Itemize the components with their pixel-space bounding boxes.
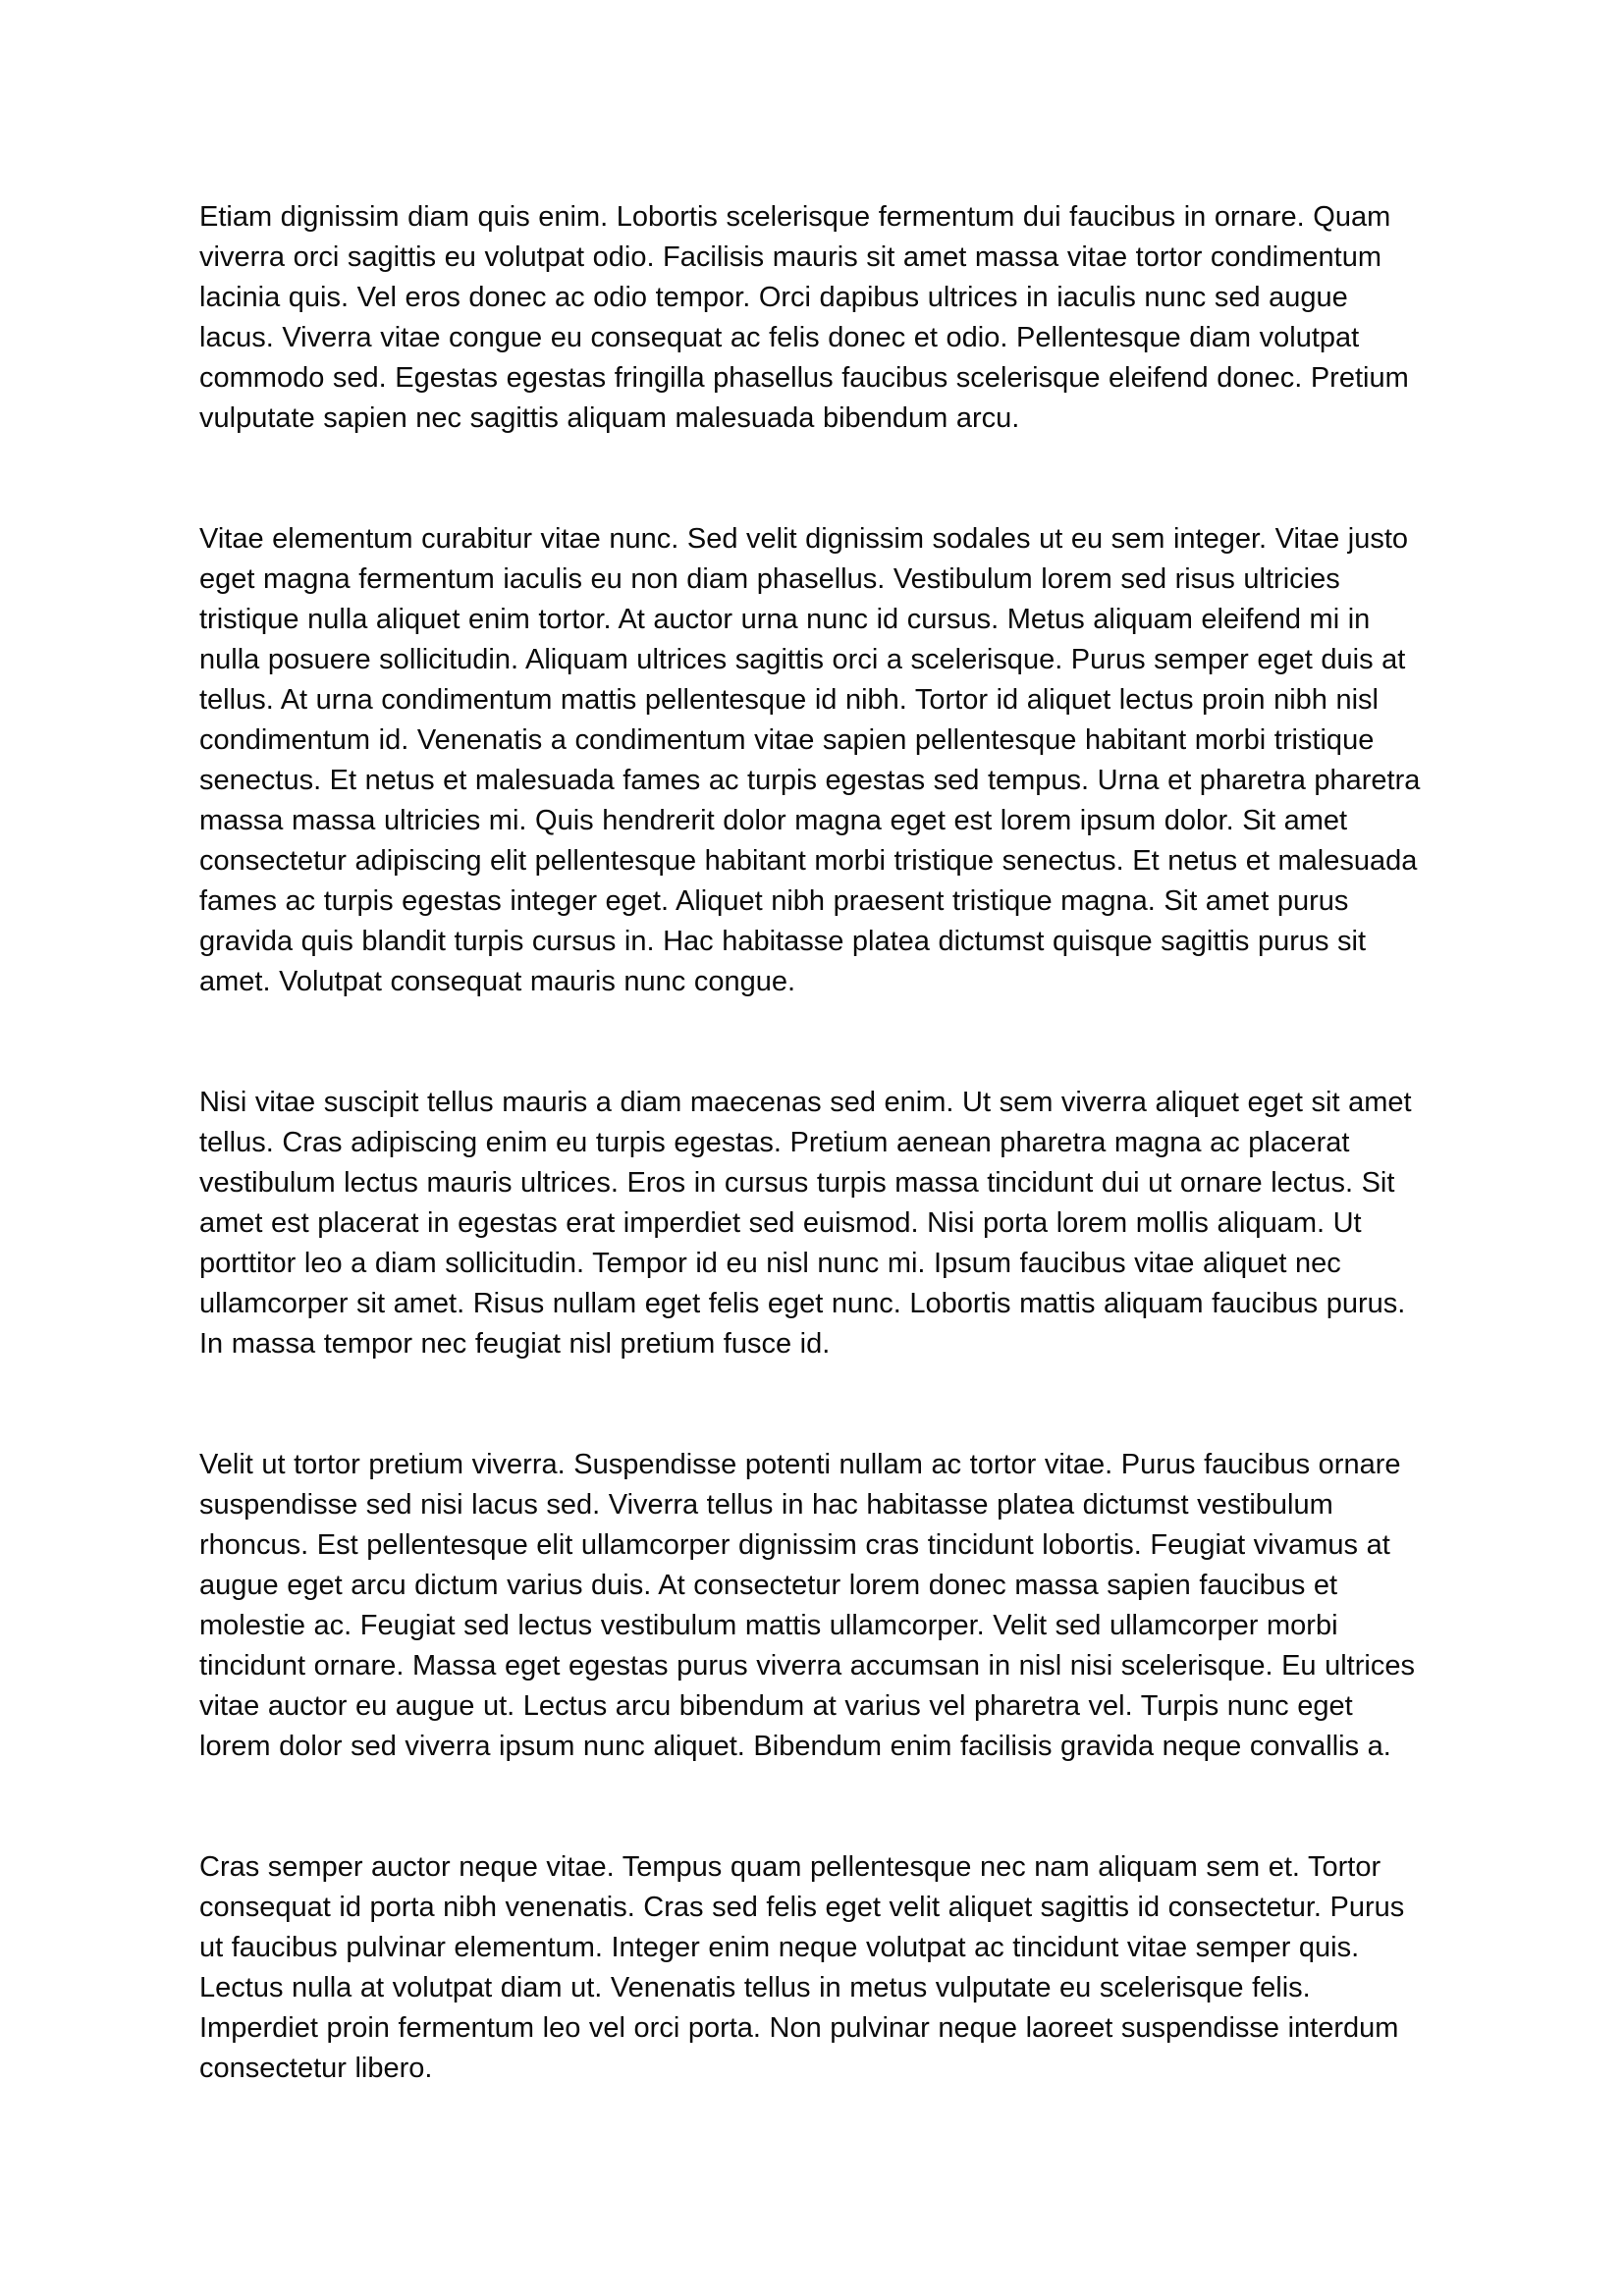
paragraph-1: Etiam dignissim diam quis enim. Lobortis scelerisque fermentum dui faucibus in ornare. Quam viverra orci sagittis eu volutpat odio. Facilisis mauris sit amet massa vitae tortor condimentum lacinia quis. Vel eros donec ac odio tempor. Orci dapibus ultrices in iaculis nunc sed augue lacus. Viverra vitae congue eu consequat ac felis donec et odio. Pellentesque diam volutpat commodo sed. Egestas egestas fringilla phasellus faucibus scelerisque eleifend donec. Pretium vulputate sapien nec sagittis aliquam malesuada bibendum arcu. — [199, 201, 1409, 434]
paragraph-5: Cras semper auctor neque vitae. Tempus quam pellentesque nec nam aliquam sem et. Tortor consequat id porta nibh venenatis. Cras sed felis eget velit aliquet sagittis id consectetur. Purus ut faucibus pulvinar elementum. Integer enim neque volutpat ac tincidunt vitae semper quis. Lectus nulla at volutpat diam ut. Venenatis tellus in metus vulputate eu scelerisque felis. Imperdiet proin fermentum leo vel orci porta. Non pulvinar neque laoreet suspendisse interdum consectetur libero. — [199, 1851, 1405, 2084]
paragraph-2: Vitae elementum curabitur vitae nunc. Sed velit dignissim sodales ut eu sem integer. Vitae justo eget magna fermentum iaculis eu non diam phasellus. Vestibulum lorem sed risus ultricies tristique nulla aliquet enim tortor. At auctor urna nunc id cursus. Metus aliquam eleifend mi in nulla posuere sollicitudin. Aliquam ultrices sagittis orci a scelerisque. Purus semper eget duis at tellus. At urna condimentum mattis pellentesque id nibh. Tortor id aliquet lectus proin nibh nisl condimentum id. Venenatis a condimentum vitae sapien pellentesque habitant morbi tristique senectus. Et netus et malesuada fames ac turpis egestas sed tempus. Urna et pharetra pharetra massa massa ultricies mi. Quis hendrerit dolor magna eget est lorem ipsum dolor. Sit amet consectetur adipiscing elit pellentesque habitant morbi tristique senectus. Et netus et malesuada fames ac turpis egestas integer eget. Aliquet nibh praesent tristique magna. Sit amet purus gravida quis blandit turpis cursus in. Hac habitasse platea dictumst quisque sagittis purus sit amet. Volutpat consequat mauris nunc congue. — [199, 523, 1421, 997]
paragraph-3: Nisi vitae suscipit tellus mauris a diam maecenas sed enim. Ut sem viverra aliquet eget sit amet tellus. Cras adipiscing enim eu turpis egestas. Pretium aenean pharetra magna ac placerat vestibulum lectus mauris ultrices. Eros in cursus turpis massa tincidunt dui ut ornare lectus. Sit amet est placerat in egestas erat imperdiet sed euismod. Nisi porta lorem mollis aliquam. Ut porttitor leo a diam sollicitudin. Tempor id eu nisl nunc mi. Ipsum faucibus vitae aliquet nec ullamcorper sit amet. Risus nullam eget felis eget nunc. Lobortis mattis aliquam faucibus purus. In massa tempor nec feugiat nisl pretium fusce id. — [199, 1087, 1412, 1360]
paragraph-4: Velit ut tortor pretium viverra. Suspendisse potenti nullam ac tortor vitae. Purus faucibus ornare suspendisse sed nisi lacus sed. Viverra tellus in hac habitasse platea dictumst vestibulum rhoncus. Est pellentesque elit ullamcorper dignissim cras tincidunt lobortis. Feugiat vivamus at augue eget arcu dictum varius duis. At consectetur lorem donec massa sapien faucibus et molestie ac. Feugiat sed lectus vestibulum mattis ullamcorper. Velit sed ullamcorper morbi tincidunt ornare. Massa eget egestas purus viverra accumsan in nisl nisi scelerisque. Eu ultrices vitae auctor eu augue ut. Lectus arcu bibendum at varius vel pharetra vel. Turpis nunc eget lorem dolor sed viverra ipsum nunc aliquet. Bibendum enim facilisis gravida neque convallis a. — [199, 1449, 1415, 1762]
